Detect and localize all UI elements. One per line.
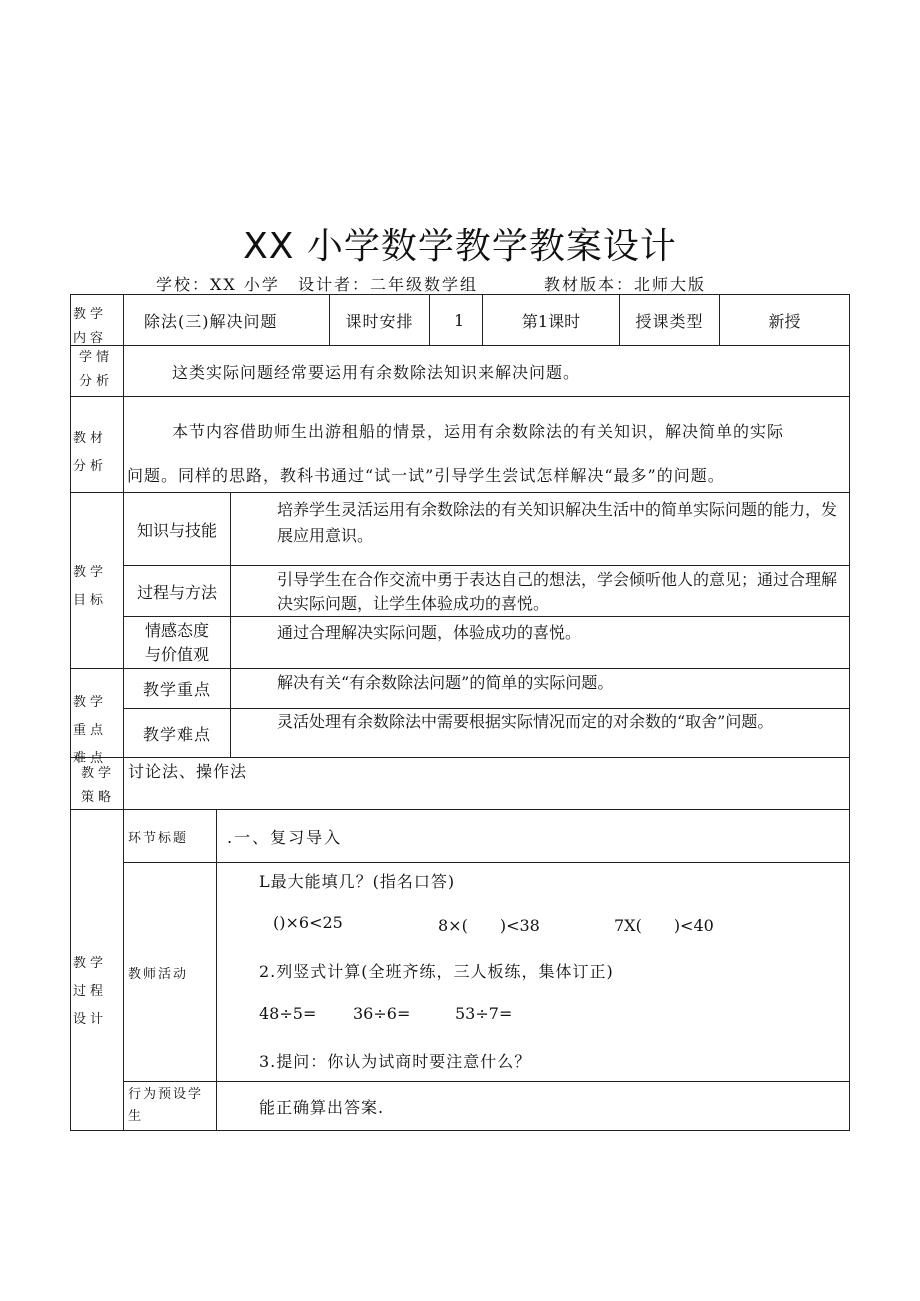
emotion-label: 情感态度与价值观 [144, 620, 209, 664]
schedule-value: 1 [454, 310, 465, 330]
process-method-text: 引导学生在合作交流中勇于表达自己的想法，学会倾听他人的意见；通过合理解决实际问题，让学生体验成功的喜悦。 [277, 570, 838, 613]
material-line-1: 本节内容借助师生出游租船的情景，运用有余数除法的有关知识，解决简单的实际 [172, 422, 785, 441]
question-3: 3.提问：你认为试商时要注意什么？ [259, 1052, 532, 1071]
type-label: 授课类型 [635, 311, 704, 331]
cell-strategy-label [70, 757, 124, 810]
cell-focus-label [123, 668, 231, 709]
question-2b: 36÷6= [353, 1004, 411, 1023]
material-line-2: 问题。同样的思路，教科书通过“试一试”引导学生尝试怎样解决“最多”的问题。 [127, 466, 725, 485]
cell-material-label [70, 396, 124, 493]
key-label: 教学重点难点 [73, 695, 108, 766]
cell-emotion-label [123, 616, 231, 669]
cell-process-method-text [230, 565, 850, 617]
process-label: 教学过程设计 [73, 956, 108, 1027]
cell-learning-label [70, 345, 124, 397]
question-1: L最大能填几？(指名口答) [259, 872, 456, 891]
difficulty-label: 教学难点 [142, 724, 211, 744]
strategy-text: 讨论法、操作法 [128, 762, 248, 781]
strategy-label: 教学策略 [81, 766, 116, 805]
cell-focus-text [230, 668, 850, 709]
learning-label: 学情分析 [79, 350, 114, 389]
cell-teacher-activity [216, 862, 850, 1082]
cell-lesson [123, 294, 330, 346]
cell-type-value [719, 294, 850, 346]
schedule-label: 课时安排 [345, 311, 414, 331]
cell-knowledge-label [123, 492, 231, 566]
cell-difficulty-label [123, 708, 231, 758]
focus-label: 教学重点 [142, 680, 211, 699]
difficulty-text: 灵活处理有余数除法中需要根据实际情况而定的对余数的“取舍”问题。 [277, 712, 774, 731]
section-label: 环节标题 [128, 830, 189, 846]
question-1c: 7X( )<40 [614, 916, 714, 935]
period: 第1课时 [521, 311, 581, 331]
cell-section-label [123, 809, 217, 863]
goals-label: 教学目标 [73, 565, 108, 608]
cell-emotion-text [230, 616, 850, 669]
question-1a: ()×6<25 [273, 913, 343, 932]
cell-strategy-text [123, 757, 850, 810]
cell-student-text [216, 1081, 850, 1131]
emotion-text: 通过合理解决实际问题，体验成功的喜悦。 [277, 623, 582, 642]
cell-learning-text [123, 345, 850, 397]
cell-teacher-label [123, 862, 217, 1082]
cell-type-label [619, 294, 720, 346]
learning-text: 这类实际问题经常要运用有余数除法知识来解决问题。 [172, 362, 581, 382]
content-label: 教学内容 [73, 307, 108, 346]
cell-student-label [123, 1081, 217, 1131]
focus-text: 解决有关“有余数除法问题”的简单的实际问题。 [277, 673, 614, 692]
process-method-label: 过程与方法 [136, 582, 217, 602]
meta-edition: 教材版本：北师大版 [544, 275, 707, 294]
question-1b: 8×( )<38 [438, 916, 540, 935]
cell-material-text [123, 396, 850, 493]
meta-school: 学校：XX 小学 [156, 275, 280, 294]
cell-process-method-label [123, 565, 231, 617]
lesson-name: 除法(三)解决问题 [144, 311, 278, 331]
cell-goals-label [70, 492, 124, 669]
knowledge-text: 培养学生灵活运用有余数除法的有关知识解决生活中的简单实际问题的能力，发展应用意识。 [277, 500, 838, 545]
knowledge-label: 知识与技能 [136, 520, 217, 540]
student-label: 行为预设学生 [128, 1087, 204, 1124]
cell-period [482, 294, 620, 346]
type-value: 新授 [768, 311, 801, 331]
cell-schedule-value [429, 294, 483, 346]
document-title: XX 小学数学教学教案设计 [243, 226, 677, 267]
question-2: 2.列竖式计算(全班齐练，三人板练，集体订正) [259, 962, 614, 981]
cell-key-label [70, 668, 124, 766]
teacher-label: 教师活动 [128, 966, 189, 982]
cell-process-label [70, 809, 124, 1131]
question-2a: 48÷5= [259, 1004, 317, 1023]
meta-designer: 设计者：二年级数学组 [298, 275, 479, 294]
material-label: 教材分析 [73, 431, 108, 474]
cell-section-title [216, 809, 850, 863]
student-text: 能正确算出答案. [259, 1097, 385, 1117]
cell-content-label [70, 294, 124, 346]
question-2c: 53÷7= [455, 1004, 513, 1023]
cell-schedule-label [329, 294, 430, 346]
section-title: .一、复习导入 [227, 827, 343, 847]
cell-difficulty-text [230, 708, 850, 758]
cell-knowledge-text [230, 492, 850, 566]
